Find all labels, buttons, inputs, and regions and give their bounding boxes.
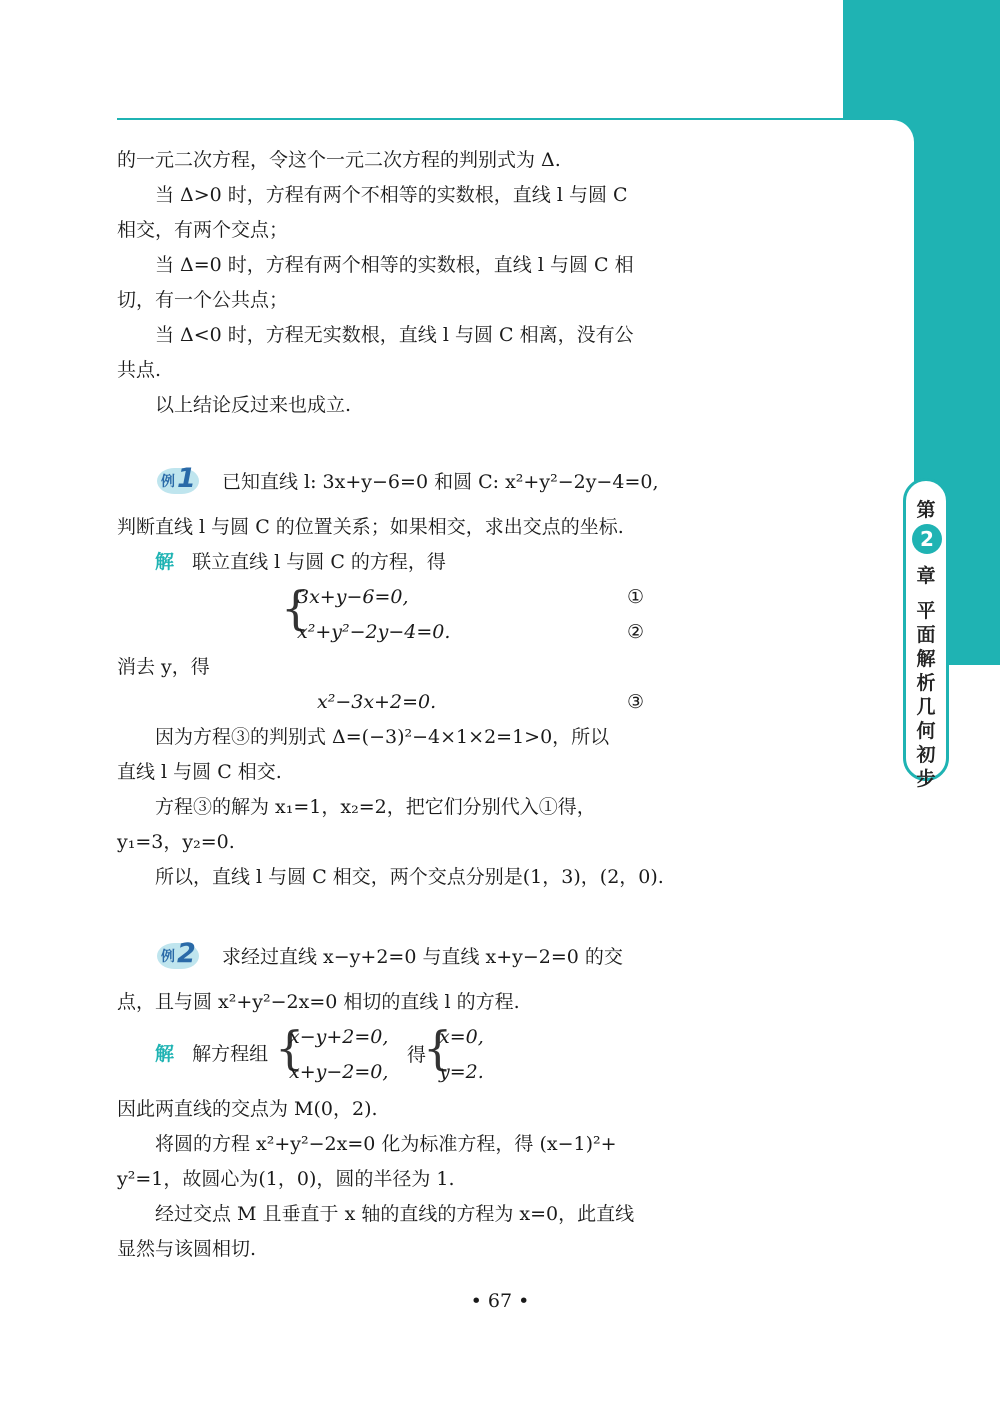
text-line: 消去 y，得	[117, 656, 210, 678]
text-line: 当 Δ<0 时，方程无实数根，直线 l 与圆 C 相离，没有公	[155, 324, 634, 346]
text-line: 得	[407, 1044, 427, 1066]
text-line: y₁=3，y₂=0.	[117, 831, 235, 853]
text-line: 方程③的解为 x₁=1，x₂=2，把它们分别代入①得，	[155, 796, 596, 818]
text-line: 因此两直线的交点为 M(0，2).	[117, 1098, 378, 1120]
example-1-statement: 已知直线 l: 3x+y−6=0 和圆 C: x²+y²−2y−4=0,	[222, 471, 659, 493]
example-2-badge	[157, 938, 203, 971]
equation-number: ③	[627, 691, 645, 713]
text-line: 因为方程③的判别式 Δ=(−3)²−4×1×2=1>0，所以	[155, 726, 610, 748]
text-line: y²=1，故圆心为(1，0)，圆的半径为 1.	[117, 1168, 455, 1190]
solution-text: 联立直线 l 与圆 C 的方程，得	[192, 551, 446, 573]
equation-number: ②	[627, 621, 645, 643]
solution-label: 解	[155, 1043, 175, 1065]
text-line: 所以，直线 l 与圆 C 相交，两个交点分别是(1，3)，(2，0).	[155, 866, 664, 888]
chapter-prefix: 第	[916, 499, 936, 521]
text-line: 显然与该圆相切.	[117, 1238, 257, 1260]
equation: x²−3x+2=0.	[317, 691, 437, 713]
text-line: 当 Δ>0 时，方程有两个不相等的实数根，直线 l 与圆 C	[155, 184, 628, 206]
text-line: 当 Δ=0 时，方程有两个相等的实数根，直线 l 与圆 C 相	[155, 254, 634, 276]
solution-line	[155, 1042, 268, 1066]
equation: x=0,	[439, 1026, 484, 1048]
equation: x−y+2=0,	[289, 1026, 389, 1048]
equation: x²+y²−2y−4=0.	[297, 621, 451, 643]
text-line: 共点.	[117, 359, 162, 381]
text-line: 切，有一个公共点；	[117, 289, 289, 311]
example-1-badge	[157, 463, 203, 496]
example-2-statement: 求经过直线 x−y+2=0 与直线 x+y−2=0 的交	[222, 946, 623, 968]
system-brace: {	[281, 581, 311, 635]
text-line: 将圆的方程 x²+y²−2x=0 化为标准方程，得 (x−1)²+	[155, 1133, 617, 1155]
chapter-tab	[903, 478, 949, 790]
chapter-number: 2	[912, 524, 942, 554]
example-2-statement: 点，且与圆 x²+y²−2x=0 相切的直线 l 的方程.	[117, 991, 520, 1013]
solution-label: 解	[155, 551, 175, 573]
example-label: 例	[161, 474, 175, 490]
system-brace: {	[275, 1021, 305, 1075]
text-line: 直线 l 与圆 C 相交.	[117, 761, 282, 783]
equation: x+y−2=0,	[289, 1061, 389, 1083]
chapter-suffix: 章	[916, 565, 936, 587]
equation: 3x+y−6=0,	[297, 586, 409, 608]
example-number: 1	[177, 463, 196, 494]
example-label: 例	[161, 949, 175, 965]
solution-line	[155, 550, 446, 574]
example-1-statement: 判断直线 l 与圆 C 的位置关系；如果相交，求出交点的坐标.	[117, 516, 624, 538]
example-number: 2	[177, 938, 196, 969]
text-line: 的一元二次方程，令这个一元二次方程的判别式为 Δ.	[117, 149, 561, 171]
text-line: 相交，有两个交点；	[117, 219, 289, 241]
equation: y=2.	[439, 1061, 484, 1083]
chapter-title: 平 面 解 析 几 何 初 步	[916, 600, 936, 790]
text-line: 以上结论反过来也成立.	[155, 394, 352, 416]
system-brace: {	[423, 1021, 453, 1075]
equation-number: ①	[627, 586, 645, 608]
solution-text: 解方程组	[192, 1043, 269, 1065]
text-line: 经过交点 M 且垂直于 x 轴的直线的方程为 x=0，此直线	[155, 1203, 635, 1225]
page-number: • 67 •	[470, 1290, 530, 1312]
